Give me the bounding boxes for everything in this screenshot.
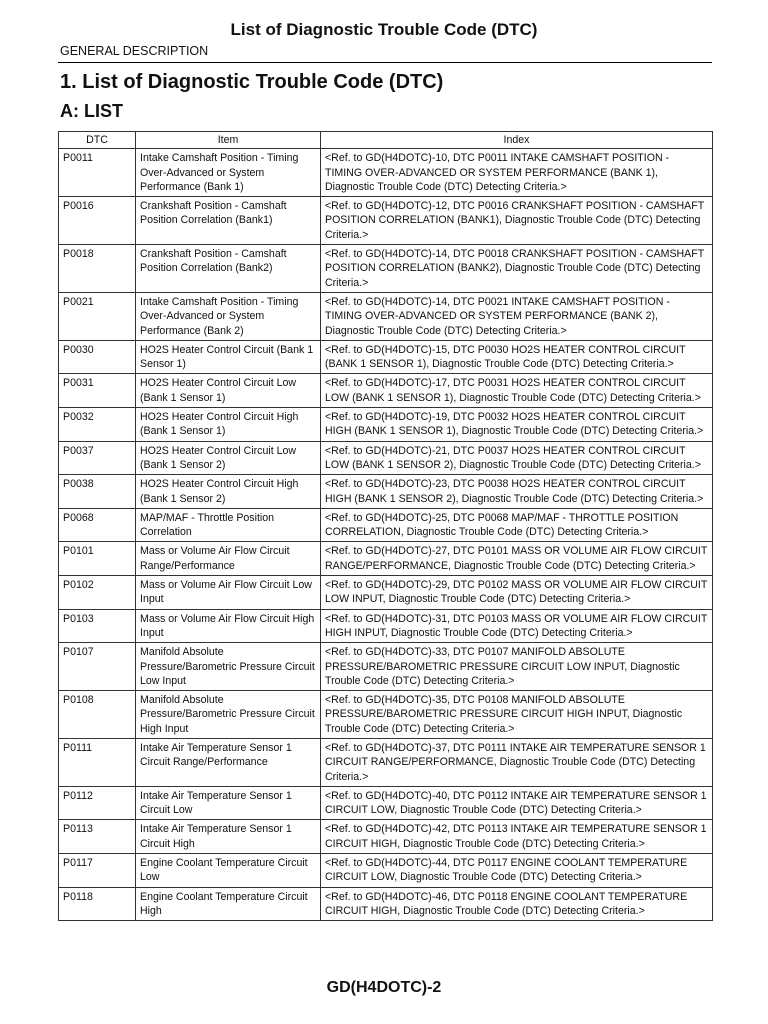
item-cell: Crankshaft Position - Camshaft Position Correlation (Bank1) (136, 197, 321, 245)
index-reference-cell: <Ref. to GD(H4DOTC)-25, DTC P0068 MAP/MAF - THROTTLE POSITION CORRELATION, Diagnostic Trouble Code (DTC) Detecting Criteria.> (321, 508, 713, 542)
item-cell: HO2S Heater Control Circuit (Bank 1 Sensor 1) (136, 340, 321, 374)
table-row (59, 691, 713, 739)
dtc-code-cell: P0037 (59, 441, 136, 475)
index-reference-cell: <Ref. to GD(H4DOTC)-19, DTC P0032 HO2S HEATER CONTROL CIRCUIT HIGH (BANK 1 SENSOR 1), Diagnostic Trouble Code (DTC) Detecting Criteria.> (321, 408, 713, 442)
dtc-table-body (59, 149, 713, 921)
item-cell: Engine Coolant Temperature Circuit High (136, 887, 321, 921)
dtc-code-cell: P0031 (59, 374, 136, 408)
dtc-code-cell: P0030 (59, 340, 136, 374)
table-row (59, 854, 713, 888)
table-row (59, 576, 713, 610)
index-reference-cell: <Ref. to GD(H4DOTC)-12, DTC P0016 CRANKSHAFT POSITION - CAMSHAFT POSITION CORRELATION (BANK1), Diagnostic Trouble Code (DTC) Detecting Criteria.> (321, 197, 713, 245)
table-row (59, 292, 713, 340)
header-divider (58, 62, 712, 63)
table-row (59, 738, 713, 786)
item-cell: Intake Camshaft Position - Timing Over-Advanced or System Performance (Bank 2) (136, 292, 321, 340)
dtc-code-cell: P0068 (59, 508, 136, 542)
index-reference-cell: <Ref. to GD(H4DOTC)-44, DTC P0117 ENGINE COOLANT TEMPERATURE CIRCUIT LOW, Diagnostic Trouble Code (DTC) Detecting Criteria.> (321, 854, 713, 888)
dtc-code-cell: P0111 (59, 738, 136, 786)
index-reference-cell: <Ref. to GD(H4DOTC)-42, DTC P0113 INTAKE AIR TEMPERATURE SENSOR 1 CIRCUIT HIGH, Diagnostic Trouble Code (DTC) Detecting Criteria.> (321, 820, 713, 854)
table-row (59, 374, 713, 408)
index-reference-cell: <Ref. to GD(H4DOTC)-46, DTC P0118 ENGINE COOLANT TEMPERATURE CIRCUIT HIGH, Diagnostic Trouble Code (DTC) Detecting Criteria.> (321, 887, 713, 921)
dtc-code-cell: P0101 (59, 542, 136, 576)
item-cell: Mass or Volume Air Flow Circuit High Input (136, 609, 321, 643)
page-header-title: List of Diagnostic Trouble Code (DTC) (230, 20, 538, 39)
index-reference-cell: <Ref. to GD(H4DOTC)-23, DTC P0038 HO2S HEATER CONTROL CIRCUIT HIGH (BANK 1 SENSOR 2), Diagnostic Trouble Code (DTC) Detecting Criteria.> (321, 475, 713, 509)
table-row (59, 542, 713, 576)
index-reference-cell: <Ref. to GD(H4DOTC)-14, DTC P0021 INTAKE CAMSHAFT POSITION - TIMING OVER-ADVANCED OR SYSTEM PERFORMANCE (BANK 2), Diagnostic Trouble Code (DTC) Detecting Criteria.> (321, 292, 713, 340)
dtc-code-cell: P0018 (59, 245, 136, 293)
column-header-dtc: DTC (59, 132, 136, 149)
column-header-index: Index (321, 132, 713, 149)
index-reference-cell: <Ref. to GD(H4DOTC)-35, DTC P0108 MANIFOLD ABSOLUTE PRESSURE/BAROMETRIC PRESSURE CIRCUIT HIGH INPUT, Diagnostic Trouble Code (DTC) Detecting Criteria.> (321, 691, 713, 739)
index-reference-cell: <Ref. to GD(H4DOTC)-10, DTC P0011 INTAKE CAMSHAFT POSITION - TIMING OVER-ADVANCED OR SYSTEM PERFORMANCE (BANK 1), Diagnostic Trouble Code (DTC) Detecting Criteria.> (321, 149, 713, 197)
item-cell: Intake Air Temperature Sensor 1 Circuit Low (136, 786, 321, 820)
item-cell: HO2S Heater Control Circuit High (Bank 1 Sensor 2) (136, 475, 321, 509)
index-reference-cell: <Ref. to GD(H4DOTC)-21, DTC P0037 HO2S HEATER CONTROL CIRCUIT LOW (BANK 1 SENSOR 2), Diagnostic Trouble Code (DTC) Detecting Criteria.> (321, 441, 713, 475)
item-cell: Manifold Absolute Pressure/Barometric Pressure Circuit High Input (136, 691, 321, 739)
dtc-code-cell: P0107 (59, 643, 136, 691)
dtc-table (58, 131, 713, 921)
index-reference-cell: <Ref. to GD(H4DOTC)-29, DTC P0102 MASS OR VOLUME AIR FLOW CIRCUIT LOW INPUT, Diagnostic Trouble Code (DTC) Detecting Criteria.> (321, 576, 713, 610)
index-reference-cell: <Ref. to GD(H4DOTC)-14, DTC P0018 CRANKSHAFT POSITION - CAMSHAFT POSITION CORRELATION (BANK2), Diagnostic Trouble Code (DTC) Detecting Criteria.> (321, 245, 713, 293)
item-cell: Mass or Volume Air Flow Circuit Low Input (136, 576, 321, 610)
index-reference-cell: <Ref. to GD(H4DOTC)-33, DTC P0107 MANIFOLD ABSOLUTE PRESSURE/BAROMETRIC PRESSURE CIRCUIT LOW INPUT, Diagnostic Trouble Code (DTC) Detecting Criteria.> (321, 643, 713, 691)
item-cell: Manifold Absolute Pressure/Barometric Pressure Circuit Low Input (136, 643, 321, 691)
table-row (59, 245, 713, 293)
dtc-code-cell: P0032 (59, 408, 136, 442)
item-cell: HO2S Heater Control Circuit Low (Bank 1 Sensor 2) (136, 441, 321, 475)
table-header-row (59, 132, 713, 149)
table-row (59, 149, 713, 197)
index-reference-cell: <Ref. to GD(H4DOTC)-27, DTC P0101 MASS OR VOLUME AIR FLOW CIRCUIT RANGE/PERFORMANCE, Diagnostic Trouble Code (DTC) Detecting Criteria.> (321, 542, 713, 576)
table-row (59, 820, 713, 854)
dtc-code-cell: P0038 (59, 475, 136, 509)
dtc-code-cell: P0117 (59, 854, 136, 888)
table-row (59, 887, 713, 921)
dtc-code-cell: P0112 (59, 786, 136, 820)
page-number: GD(H4DOTC)-2 (326, 979, 442, 996)
dtc-code-cell: P0108 (59, 691, 136, 739)
dtc-code-cell: P0102 (59, 576, 136, 610)
index-reference-cell: <Ref. to GD(H4DOTC)-40, DTC P0112 INTAKE AIR TEMPERATURE SENSOR 1 CIRCUIT LOW, Diagnostic Trouble Code (DTC) Detecting Criteria.> (321, 786, 713, 820)
index-reference-cell: <Ref. to GD(H4DOTC)-37, DTC P0111 INTAKE AIR TEMPERATURE SENSOR 1 CIRCUIT RANGE/PERFORMANCE, Diagnostic Trouble Code (DTC) Detecting Criteria.> (321, 738, 713, 786)
item-cell: Intake Air Temperature Sensor 1 Circuit High (136, 820, 321, 854)
table-row (59, 508, 713, 542)
table-row (59, 475, 713, 509)
table-row (59, 340, 713, 374)
section-label: GENERAL DESCRIPTION (60, 44, 209, 58)
item-cell: MAP/MAF - Throttle Position Correlation (136, 508, 321, 542)
item-cell: HO2S Heater Control Circuit Low (Bank 1 Sensor 1) (136, 374, 321, 408)
index-reference-cell: <Ref. to GD(H4DOTC)-31, DTC P0103 MASS OR VOLUME AIR FLOW CIRCUIT HIGH INPUT, Diagnostic Trouble Code (DTC) Detecting Criteria.> (321, 609, 713, 643)
table-row (59, 408, 713, 442)
table-row (59, 441, 713, 475)
dtc-code-cell: P0118 (59, 887, 136, 921)
table-row (59, 609, 713, 643)
item-cell: Mass or Volume Air Flow Circuit Range/Performance (136, 542, 321, 576)
item-cell: Intake Air Temperature Sensor 1 Circuit Range/Performance (136, 738, 321, 786)
section-heading: 1. List of Diagnostic Trouble Code (DTC) (60, 71, 444, 93)
dtc-code-cell: P0016 (59, 197, 136, 245)
index-reference-cell: <Ref. to GD(H4DOTC)-17, DTC P0031 HO2S HEATER CONTROL CIRCUIT LOW (BANK 1 SENSOR 1), Diagnostic Trouble Code (DTC) Detecting Criteria.> (321, 374, 713, 408)
column-header-item: Item (136, 132, 321, 149)
table-row (59, 643, 713, 691)
item-cell: Crankshaft Position - Camshaft Position Correlation (Bank2) (136, 245, 321, 293)
index-reference-cell: <Ref. to GD(H4DOTC)-15, DTC P0030 HO2S HEATER CONTROL CIRCUIT (BANK 1 SENSOR 1), Diagnostic Trouble Code (DTC) Detecting Criteria.> (321, 340, 713, 374)
item-cell: HO2S Heater Control Circuit High (Bank 1 Sensor 1) (136, 408, 321, 442)
dtc-code-cell: P0113 (59, 820, 136, 854)
dtc-code-cell: P0011 (59, 149, 136, 197)
item-cell: Intake Camshaft Position - Timing Over-Advanced or System Performance (Bank 1) (136, 149, 321, 197)
dtc-code-cell: P0103 (59, 609, 136, 643)
subsection-heading: A: LIST (60, 101, 123, 121)
table-row (59, 786, 713, 820)
dtc-code-cell: P0021 (59, 292, 136, 340)
item-cell: Engine Coolant Temperature Circuit Low (136, 854, 321, 888)
table-row (59, 197, 713, 245)
